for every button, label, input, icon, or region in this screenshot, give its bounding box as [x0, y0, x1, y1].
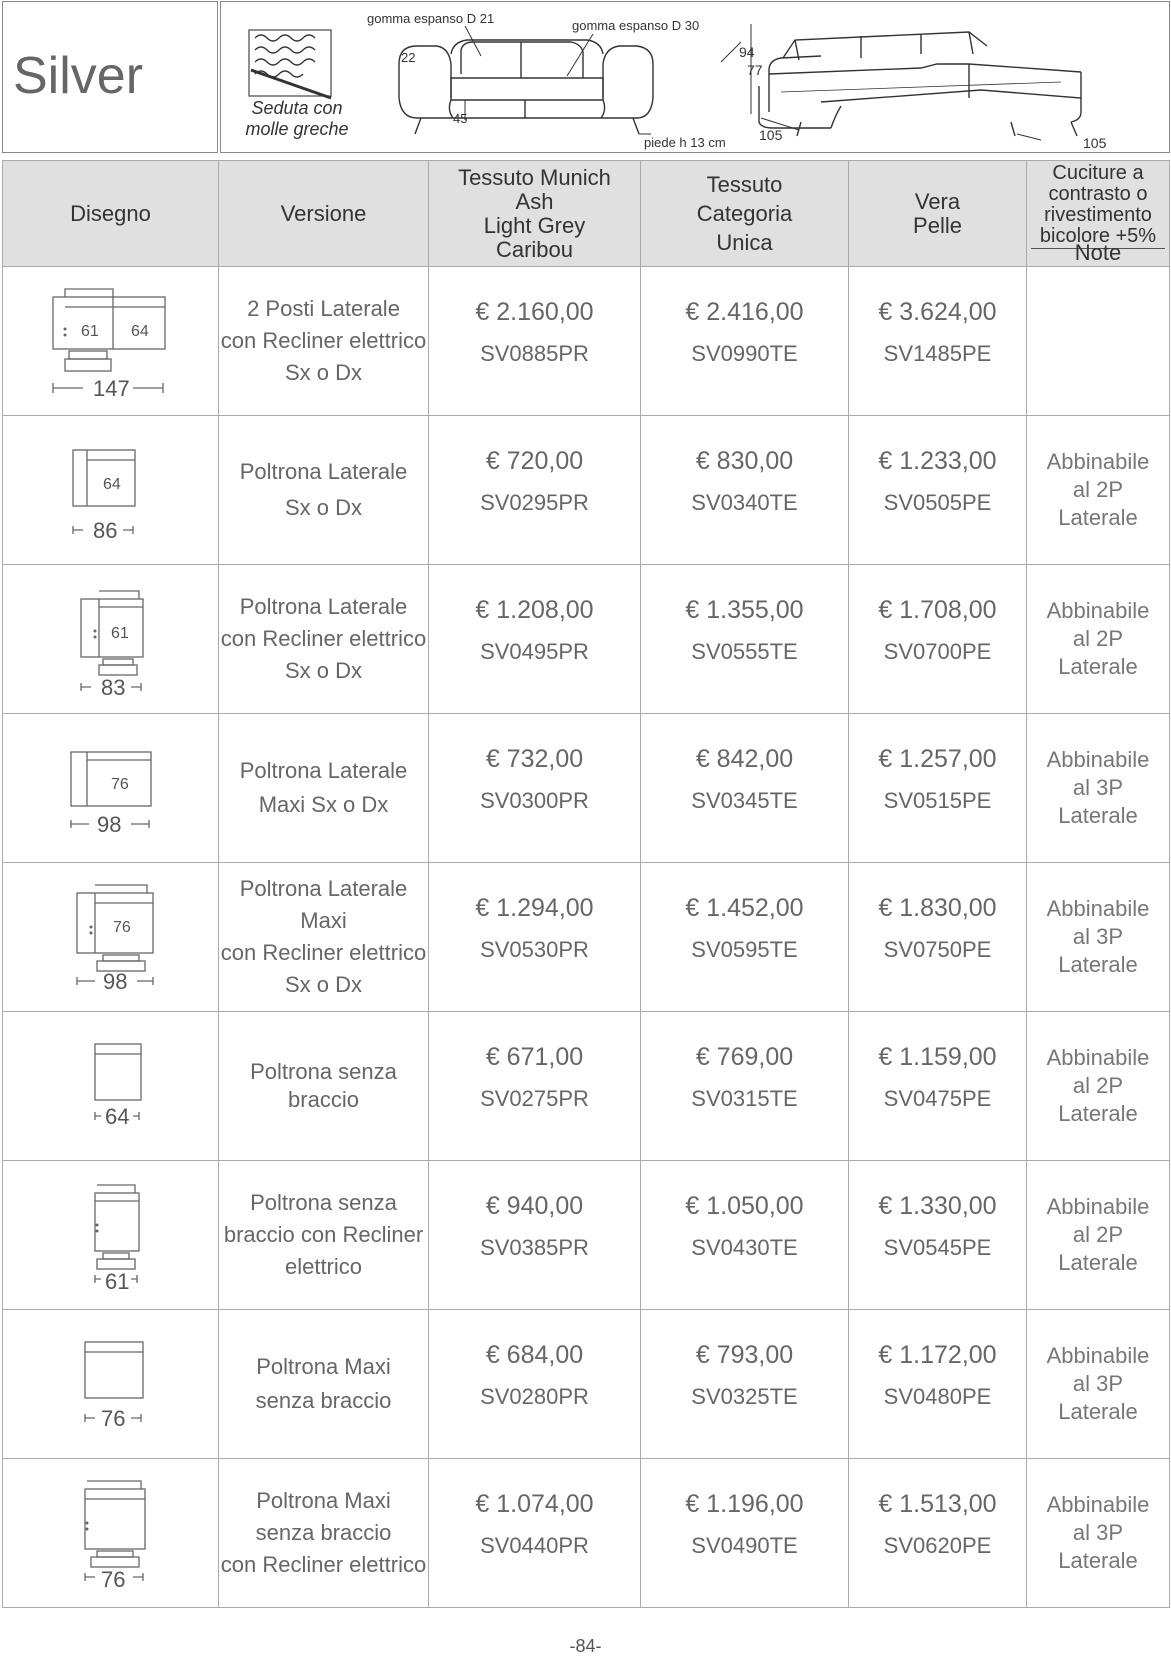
- table-row: [3, 1310, 1170, 1459]
- price-munich-cell: [429, 1310, 641, 1459]
- price-category: € 1.452,00: [685, 893, 804, 922]
- price-category: € 830,00: [695, 446, 794, 475]
- note-line1: Abbinabile: [1046, 598, 1150, 623]
- price-leather: € 1.708,00: [878, 595, 997, 624]
- price-leather: € 1.159,00: [878, 1042, 997, 1071]
- code-munich: SV0385PR: [480, 1234, 589, 1260]
- version-cell: [219, 1012, 429, 1161]
- munich-line4: Caribou: [495, 236, 574, 262]
- code-leather: SV0505PE: [883, 489, 992, 515]
- version-line1: Poltrona Laterale: [239, 594, 408, 619]
- price-category-cell: [641, 1012, 849, 1161]
- price-category: € 1.196,00: [685, 1489, 804, 1518]
- notes-cell: [1027, 1310, 1170, 1459]
- table-row: [3, 565, 1170, 714]
- note-line2: al 3P: [1072, 924, 1124, 949]
- price-munich: € 940,00: [485, 1191, 584, 1220]
- price-leather: € 1.233,00: [878, 446, 997, 475]
- version-line2: senza braccio: [255, 1388, 392, 1413]
- price-category: € 842,00: [695, 744, 794, 773]
- notes-cell: [1027, 714, 1170, 863]
- notes-cell: [1027, 1012, 1170, 1161]
- drawing-cell: [3, 1459, 219, 1608]
- note-line1: Abbinabile: [1046, 1492, 1150, 1517]
- price-leather-cell: [849, 1459, 1027, 1608]
- price-munich-cell: [429, 416, 641, 565]
- code-category: SV0990TE: [691, 340, 798, 366]
- code-munich: SV0530PR: [480, 936, 589, 962]
- version-line1: Poltrona senza: [250, 1190, 397, 1215]
- seat-caption-line2: molle greche: [245, 119, 349, 139]
- price-category-cell: [641, 1459, 849, 1608]
- code-leather: SV0750PE: [883, 936, 992, 962]
- module-width: 98: [97, 812, 122, 837]
- note-line3: Laterale: [1058, 1250, 1138, 1275]
- note-line1: Abbinabile: [1046, 747, 1150, 772]
- price-leather-cell: [849, 863, 1027, 1012]
- dim-94-label: 94: [739, 44, 755, 60]
- version-line2: braccio: [288, 1087, 359, 1112]
- version-line1: Poltrona Maxi: [256, 1488, 391, 1513]
- munich-line2: Ash: [515, 188, 554, 214]
- code-munich: SV0295PR: [480, 489, 589, 515]
- notes-line5: Note: [1074, 240, 1122, 265]
- table-row: [3, 416, 1170, 565]
- version-cell: [219, 565, 429, 714]
- leather-line2: Pelle: [913, 212, 962, 238]
- column-header-version: [219, 161, 429, 267]
- seat-caption: [227, 98, 367, 140]
- table-row: [3, 714, 1170, 863]
- version-cell: [219, 1161, 429, 1310]
- version-cell: [219, 714, 429, 863]
- price-leather-cell: [849, 714, 1027, 863]
- version-line1: Poltrona Laterale: [239, 758, 408, 783]
- note-line3: Laterale: [1058, 505, 1138, 530]
- version-line3: Sx o Dx: [284, 972, 363, 997]
- price-category: € 793,00: [695, 1340, 794, 1369]
- version-line3: con Recliner elettrico: [220, 1552, 427, 1577]
- note-line2: al 3P: [1072, 775, 1124, 800]
- note-line2: al 2P: [1072, 1222, 1124, 1247]
- price-table: [2, 160, 1170, 1608]
- price-leather-cell: [849, 1161, 1027, 1310]
- table-row: [3, 863, 1170, 1012]
- version-line1: 2 Posti Laterale: [247, 296, 400, 321]
- column-header-notes: [1027, 161, 1170, 267]
- note-line3: Laterale: [1058, 803, 1138, 828]
- drawing-cell: [3, 1310, 219, 1459]
- price-leather-cell: [849, 416, 1027, 565]
- column-header-drawing: [3, 161, 219, 267]
- code-leather: SV0700PE: [883, 638, 992, 664]
- dim-77-label: 77: [747, 62, 763, 78]
- module-width: 64: [105, 1104, 130, 1129]
- inner-dim-a: 61: [111, 625, 129, 642]
- version-line3: Sx o Dx: [284, 658, 363, 683]
- column-header-munich: [429, 161, 641, 267]
- price-leather: € 1.257,00: [878, 744, 997, 773]
- dim-45-label: 45: [453, 111, 468, 126]
- code-leather: SV0475PE: [883, 1085, 992, 1111]
- note-line3: Laterale: [1058, 1548, 1138, 1573]
- table-row: [3, 1161, 1170, 1310]
- module-drawing-armless: [3, 1012, 219, 1160]
- drawing-cell: [3, 565, 219, 714]
- inner-dim-a: 61: [81, 323, 99, 340]
- version-cell: [219, 1459, 429, 1608]
- catalog-header: [2, 1, 1170, 153]
- module-width: 147: [93, 376, 130, 401]
- code-category: SV0340TE: [691, 489, 798, 515]
- code-munich: SV0300PR: [480, 787, 589, 813]
- inner-dim-a: 64: [103, 476, 121, 493]
- price-munich: € 684,00: [485, 1340, 584, 1369]
- version-line2: Sx o Dx: [284, 495, 363, 520]
- table-row: [3, 1012, 1170, 1161]
- munich-line1: Tessuto Munich: [458, 164, 611, 190]
- note-line3: Laterale: [1058, 654, 1138, 679]
- illustration-cell: [220, 1, 1170, 153]
- category-line1: Tessuto: [706, 172, 783, 197]
- version-line2: con Recliner elettrico: [220, 626, 427, 651]
- version-line1: Poltrona Laterale Maxi: [239, 876, 408, 933]
- price-category: € 1.050,00: [685, 1191, 804, 1220]
- code-category: SV0345TE: [691, 787, 798, 813]
- column-header-version-label: Versione: [280, 200, 367, 226]
- page-number: -84-: [569, 1636, 602, 1656]
- drawing-cell: [3, 863, 219, 1012]
- module-width: 76: [101, 1406, 126, 1431]
- code-leather: SV1485PE: [883, 340, 992, 366]
- note-line2: al 2P: [1072, 1073, 1124, 1098]
- version-cell: [219, 1310, 429, 1459]
- price-category-cell: [641, 714, 849, 863]
- dim-105-depth-label: 105: [759, 127, 783, 143]
- note-line1: Abbinabile: [1046, 1194, 1150, 1219]
- price-category-cell: [641, 863, 849, 1012]
- price-munich-cell: [429, 1459, 641, 1608]
- price-category-cell: [641, 416, 849, 565]
- version-cell: [219, 416, 429, 565]
- module-width: 86: [93, 518, 118, 543]
- version-cell: [219, 863, 429, 1012]
- code-leather: SV0620PE: [883, 1532, 992, 1558]
- notes-line4: bicolore +5%: [1039, 225, 1157, 247]
- foam-d21-label: gomma espanso D 21: [367, 11, 495, 26]
- drawing-cell: [3, 1161, 219, 1310]
- code-munich: SV0440PR: [480, 1532, 589, 1558]
- price-munich: € 732,00: [485, 744, 584, 773]
- price-category: € 2.416,00: [685, 297, 804, 326]
- price-munich-cell: [429, 714, 641, 863]
- price-category: € 769,00: [695, 1042, 794, 1071]
- category-line2: Categoria: [696, 201, 793, 226]
- price-munich: € 1.294,00: [475, 893, 594, 922]
- seat-caption-line1: Seduta con: [251, 98, 343, 118]
- inner-dim-a: 76: [113, 919, 131, 936]
- price-category-cell: [641, 1310, 849, 1459]
- code-leather: SV0480PE: [883, 1383, 992, 1409]
- code-munich: SV0495PR: [480, 638, 589, 664]
- module-width: 83: [101, 675, 126, 700]
- notes-line3: rivestimento: [1044, 204, 1152, 226]
- note-line2: al 3P: [1072, 1520, 1124, 1545]
- code-category: SV0325TE: [691, 1383, 798, 1409]
- column-header-category: [641, 161, 849, 267]
- note-line1: Abbinabile: [1046, 449, 1150, 474]
- notes-cell: [1027, 1161, 1170, 1310]
- note-line1: Abbinabile: [1046, 896, 1150, 921]
- price-leather-cell: [849, 1310, 1027, 1459]
- version-line2: Maxi Sx o Dx: [258, 792, 389, 817]
- price-leather: € 1.513,00: [878, 1489, 997, 1518]
- table-row: [3, 1459, 1170, 1608]
- price-leather: € 1.172,00: [878, 1340, 997, 1369]
- version-cell: [219, 267, 429, 416]
- code-category: SV0555TE: [691, 638, 798, 664]
- drawing-cell: [3, 267, 219, 416]
- notes-line1: Cuciture a: [1052, 162, 1144, 184]
- code-category: SV0595TE: [691, 936, 798, 962]
- note-line3: Laterale: [1058, 952, 1138, 977]
- price-category-cell: [641, 267, 849, 416]
- module-width: 61: [105, 1269, 130, 1294]
- price-leather: € 1.830,00: [878, 893, 997, 922]
- price-munich: € 2.160,00: [475, 297, 594, 326]
- table-row: [3, 267, 1170, 416]
- code-category: SV0430TE: [691, 1234, 798, 1260]
- model-title-cell: [2, 1, 218, 153]
- code-munich: SV0885PR: [480, 340, 589, 366]
- code-leather: SV0515PE: [883, 787, 992, 813]
- note-line3: Laterale: [1058, 1399, 1138, 1424]
- version-line1: Poltrona senza: [250, 1059, 397, 1084]
- table-header-row: [3, 161, 1170, 267]
- munich-line3: Light Grey: [483, 212, 586, 238]
- drawing-cell: [3, 1012, 219, 1161]
- version-line1: Poltrona Laterale: [239, 459, 408, 484]
- drawing-cell: [3, 714, 219, 863]
- price-leather: € 3.624,00: [878, 297, 997, 326]
- note-line2: al 3P: [1072, 1371, 1124, 1396]
- module-drawing-maxi-armless: [3, 1310, 219, 1458]
- price-munich-cell: [429, 1012, 641, 1161]
- note-line3: Laterale: [1058, 1101, 1138, 1126]
- notes-cell: [1027, 416, 1170, 565]
- price-leather-cell: [849, 565, 1027, 714]
- price-leather-cell: [849, 1012, 1027, 1161]
- note-line1: Abbinabile: [1046, 1343, 1150, 1368]
- price-category-cell: [641, 565, 849, 714]
- column-header-drawing-label: Disegno: [70, 200, 151, 226]
- price-munich: € 671,00: [485, 1042, 584, 1071]
- price-munich-cell: [429, 1161, 641, 1310]
- price-munich-cell: [429, 267, 641, 416]
- code-category: SV0315TE: [691, 1085, 798, 1111]
- category-line3: Unica: [716, 230, 773, 255]
- version-line2: senza braccio: [255, 1520, 392, 1545]
- price-munich: € 720,00: [485, 446, 584, 475]
- notes-cell: [1027, 565, 1170, 714]
- inner-dim-b: 64: [131, 323, 149, 340]
- version-line2: braccio con Recliner: [223, 1222, 424, 1247]
- version-line3: elettrico: [284, 1254, 363, 1279]
- version-line2: con Recliner elettrico: [220, 940, 427, 965]
- column-header-leather: [849, 161, 1027, 267]
- version-line2: con Recliner elettrico: [220, 328, 427, 353]
- note-line1: Abbinabile: [1046, 1045, 1150, 1070]
- price-munich: € 1.074,00: [475, 1489, 594, 1518]
- dim-22-label: 22: [401, 50, 416, 65]
- note-line2: al 2P: [1072, 626, 1124, 651]
- code-munich: SV0275PR: [480, 1085, 589, 1111]
- price-leather: € 1.330,00: [878, 1191, 997, 1220]
- model-name: Silver: [13, 47, 144, 105]
- notes-cell: [1027, 863, 1170, 1012]
- notes-cell: [1027, 267, 1170, 416]
- note-line2: al 2P: [1072, 477, 1124, 502]
- notes-cell: [1027, 1459, 1170, 1608]
- code-leather: SV0545PE: [883, 1234, 992, 1260]
- price-munich: € 1.208,00: [475, 595, 594, 624]
- price-munich-cell: [429, 863, 641, 1012]
- dim-105-width-label: 105: [1083, 135, 1107, 151]
- code-munich: SV0280PR: [480, 1383, 589, 1409]
- price-leather-cell: [849, 267, 1027, 416]
- drawing-cell: [3, 416, 219, 565]
- foot-height-label: piede h 13 cm: [644, 135, 726, 150]
- version-line1: Poltrona Maxi: [256, 1354, 391, 1379]
- inner-dim-a: 76: [111, 776, 129, 793]
- price-munich-cell: [429, 565, 641, 714]
- version-line3: Sx o Dx: [284, 360, 363, 385]
- leather-line1: Vera: [914, 188, 961, 214]
- module-width: 98: [103, 969, 128, 994]
- code-category: SV0490TE: [691, 1532, 798, 1558]
- foam-d30-label: gomma espanso D 30: [572, 18, 700, 33]
- price-category: € 1.355,00: [685, 595, 804, 624]
- notes-line2: contrasto o: [1048, 183, 1148, 205]
- price-category-cell: [641, 1161, 849, 1310]
- module-width: 76: [101, 1567, 126, 1592]
